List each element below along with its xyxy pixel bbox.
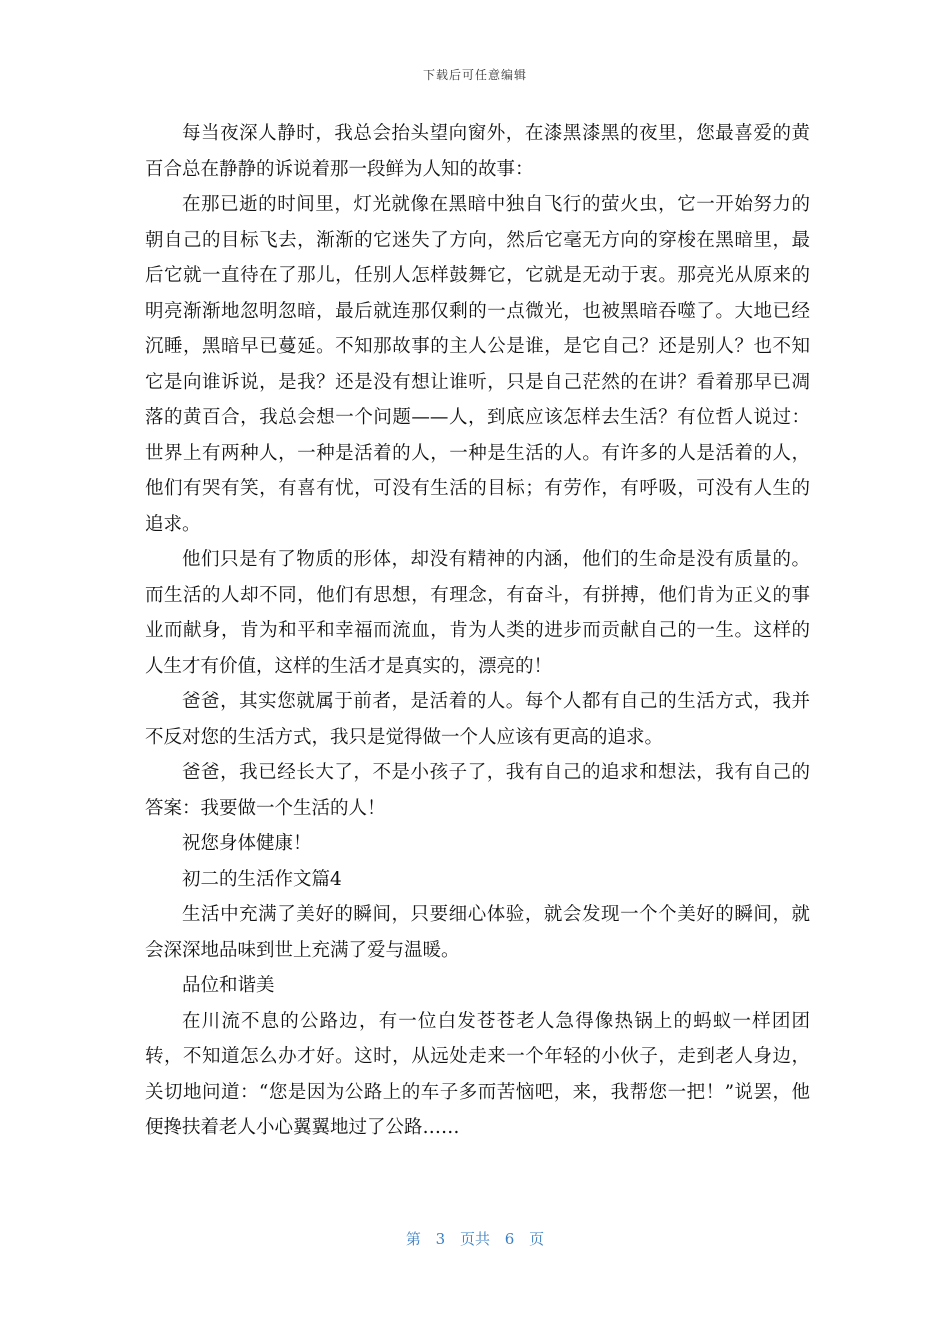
paragraph-grown-up: 爸爸，我已经长大了，不是小孩子了，我有自己的追求和想法，我有自己的答案：我要做一个生活的人！ [145,762,810,819]
header-note: 下载后可任意编辑 [422,68,527,82]
page-number: 第 3 页共 6 页 [405,1230,545,1248]
paragraph-wish-health: 祝您身体健康！ [182,833,312,854]
paragraph-firefly-story: 在那已逝的时间里，灯光就像在黑暗中独自飞行的萤火虫，它一开始努力的朝自己的目标飞去，渐渐的它迷失了方向，然后它毫无方向的穿梭在黑暗里，最后它就一直待在了那儿，任别人怎样鼓舞它，它就是无动于衷。那亮光从原来的明亮渐渐地忽明忽暗，最后就连那仅剩的一点微光，也被黑暗吞噬了。大地已经沉睡，黑暗早已蔓延。不知那故事的主人公是谁，是它自己？还是别人？也不知它是向谁诉说，是我？还是没有想让谁听，只是自己茫然的在讲？看着那早已凋落的黄百合，我总会想一个问题——人，到底应该怎样去生活？有位哲人说过：世界上有两种人，一种是活着的人，一种是生活的人。有许多的人是活着的人，他们有哭有笑，有喜有忧，可没有生活的目标；有劳作，有呼吸，可没有人生的追求。 [145,194,810,535]
document-body [145,116,810,1146]
section-heading: 品位和谐美 [182,975,275,996]
essay-title: 初二的生活作文篇4 [182,868,342,890]
paragraph-living-people: 他们只是有了物质的形体，却没有精神的内涵，他们的生命是没有质量的。而生活的人却不同，他们有思想，有理念，有奋斗，有拼搏，他们肯为正义的事业而献身，肯为和平和幸福而流血，肯为人类的进步而贡献自己的一生。这样的人生才有价值，这样的生活才是真实的，漂亮的！ [145,549,810,677]
paragraph-father-lifestyle: 爸爸，其实您就属于前者，是活着的人。每个人都有自己的生活方式，我并不反对您的生活方式，我只是觉得做一个人应该有更高的追求。 [145,691,810,748]
paragraph-beautiful-moments: 生活中充满了美好的瞬间，只要细心体验，就会发现一个个美好的瞬间，就会深深地品味到世上充满了爱与温暖。 [145,904,810,961]
paragraph-night-lily: 每当夜深人静时，我总会抬头望向窗外，在漆黑漆黑的夜里，您最喜爱的黄百合总在静静的诉说着那一段鲜为人知的故事： [145,123,810,180]
paragraph-road-crossing: 在川流不息的公路边，有一位白发苍苍老人急得像热锅上的蚂蚁一样团团转，不知道怎么办才好。这时，从远处走来一个年轻的小伙子，走到老人身边，关切地问道：“您是因为公路上的车子多而苦恼吧，来，我帮您一把！”说罢，他便搀扶着老人小心翼翼地过了公路…… [145,1010,810,1138]
